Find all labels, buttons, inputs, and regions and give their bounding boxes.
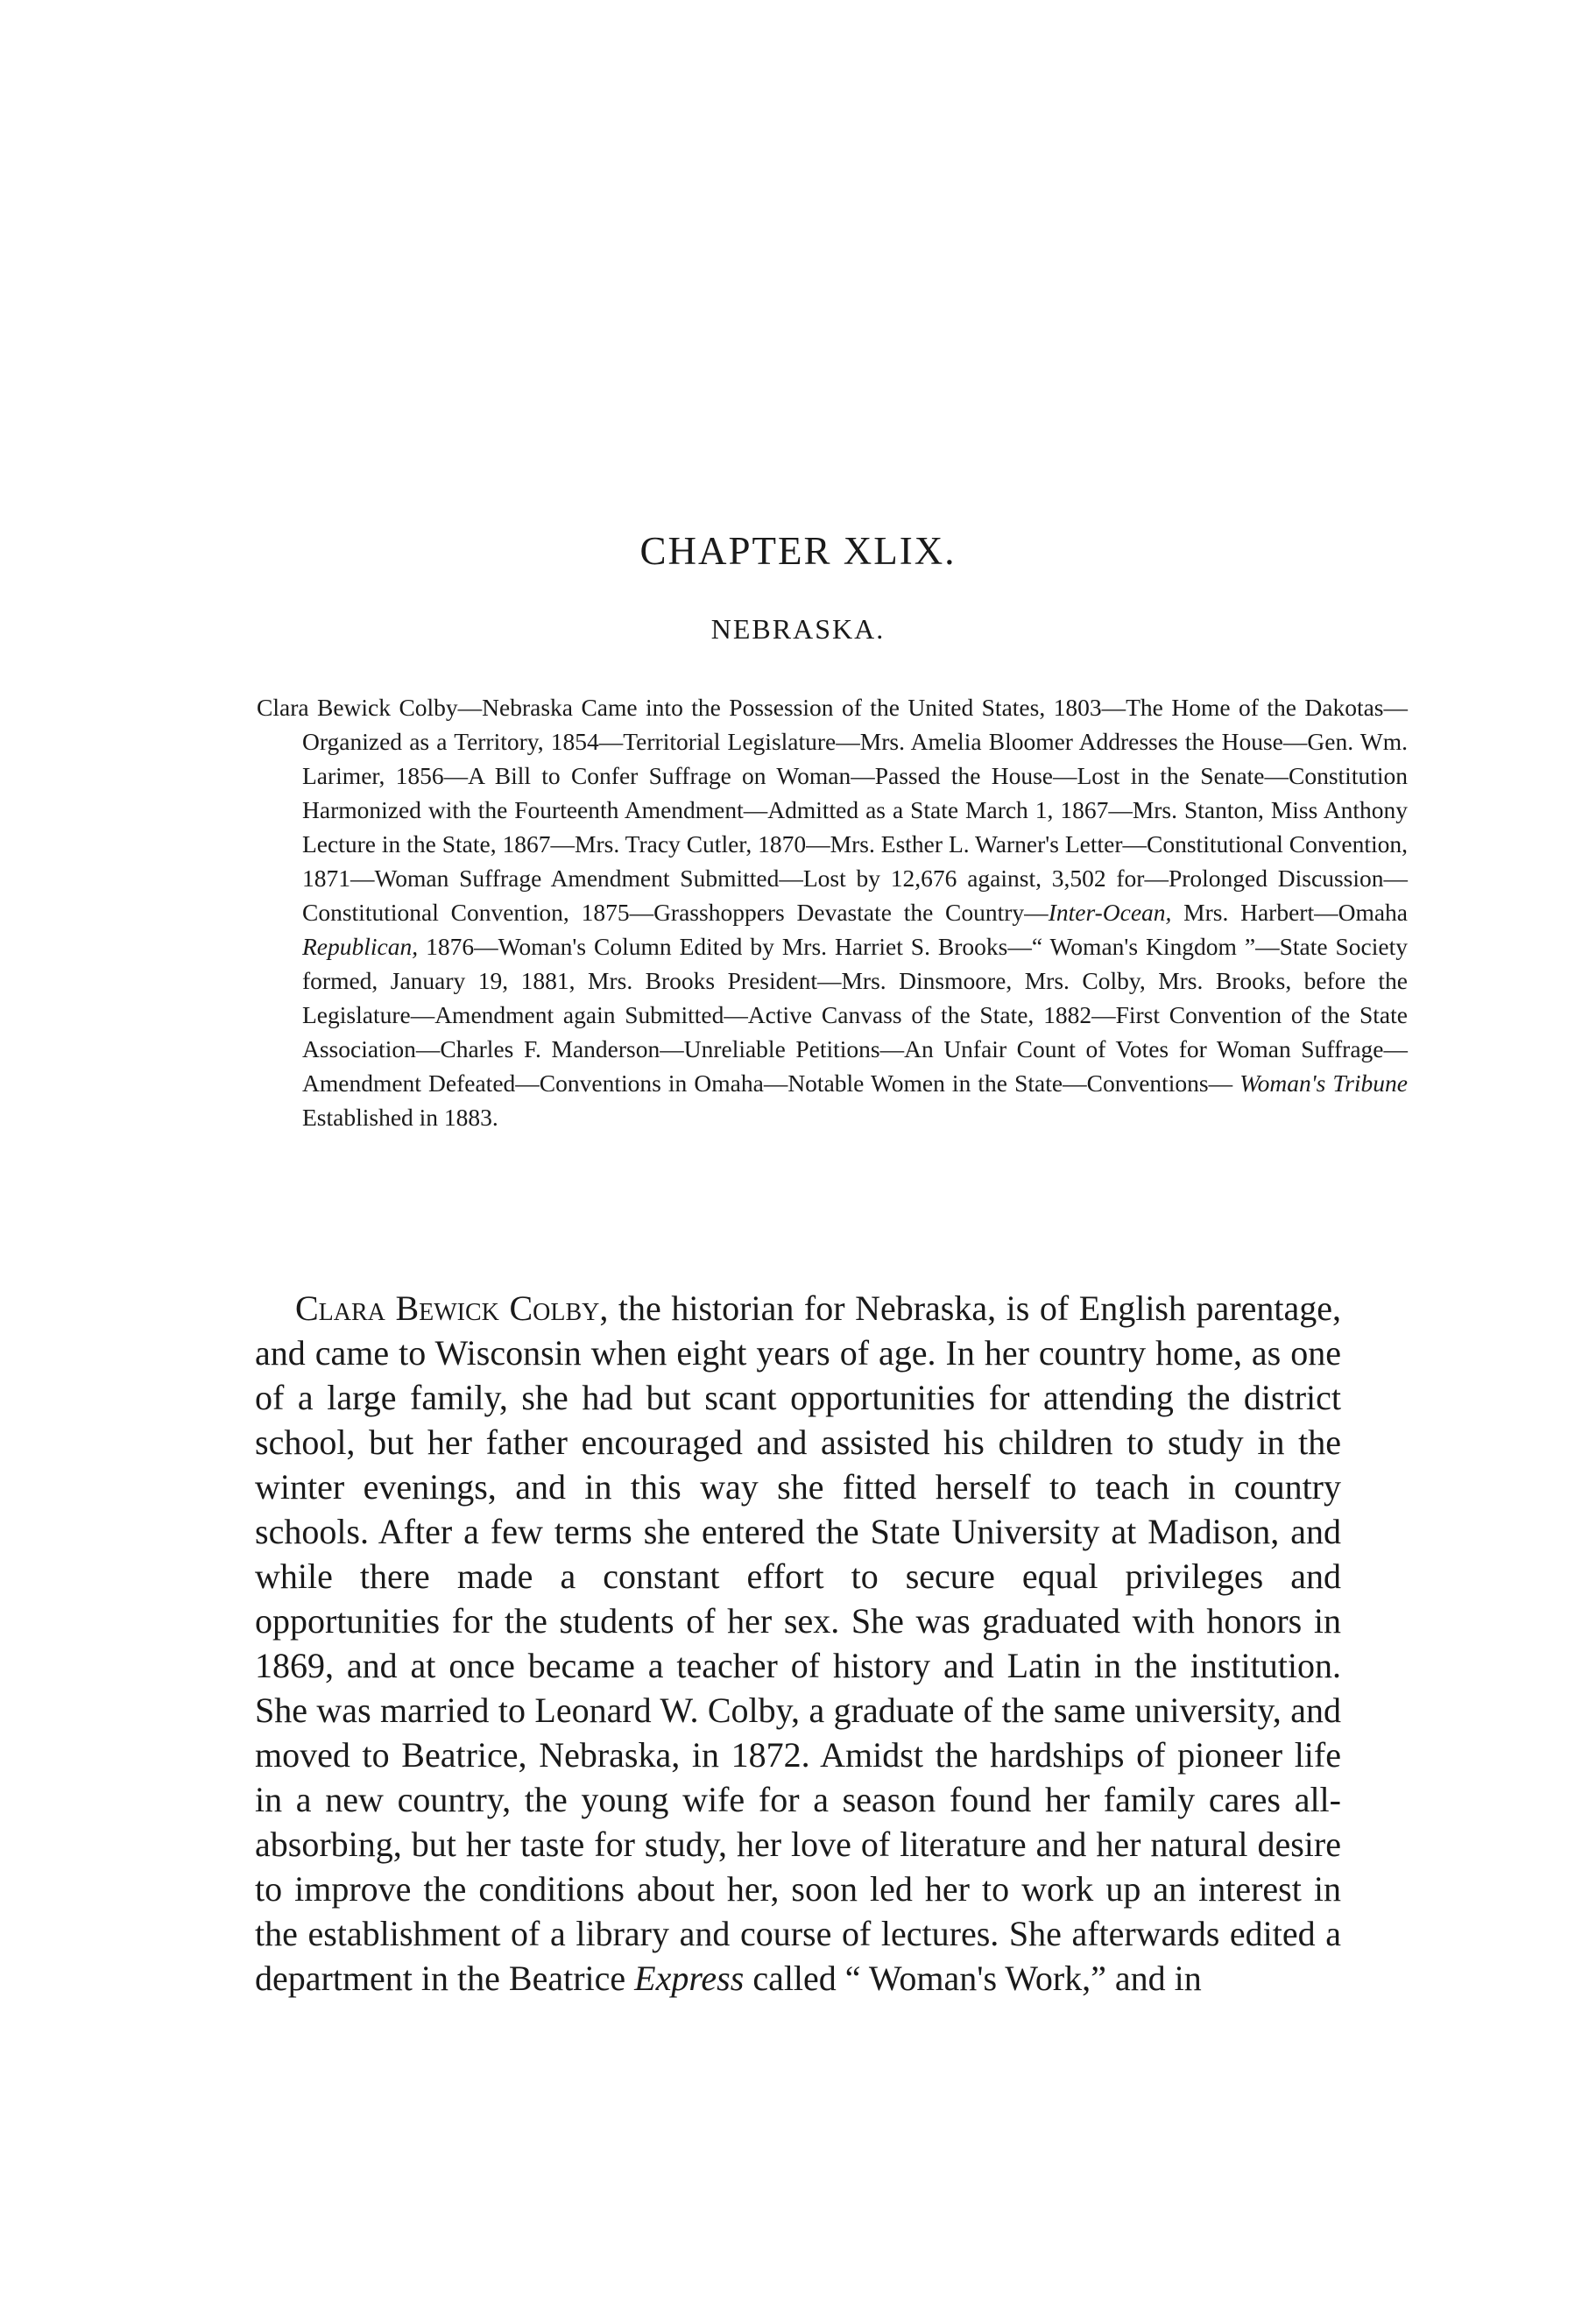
body-text: called “ Woman's Work,” and in — [744, 1959, 1202, 1998]
chapter-heading: CHAPTER XLIX. — [639, 529, 957, 573]
body-italic-express: Express — [634, 1959, 745, 1998]
body-text: the historian for Nebraska, is of English parentage, and came to Wisconsin when eight years of age. In her country home, as one of a large family, she had but scant opportunities for attending the district school, but her father encouraged and assisted his children to study in the winter evenings, and in this way she fitted herself to teach in country schools. After a few terms she entered the State University at Madison, and while there made a constant effort to secure equal privileges and opportunities for the students of her sex. She was graduated with honors in 1869, and at once became a teacher of history and Latin in the institution. She was married to Leonard W. Colby, a graduate of the same university, and moved to Beatrice, Nebraska, in 1872. Amidst the hardships of pioneer life in a new country, the young wife for a season found her family cares all-absorbing, but her taste for study, her love of literature and her natural desire to improve the conditions about her, soon led her to work up an interest in the establishment of a library and course of lectures. She afterwards edited a department in the Beatrice — [255, 1288, 1342, 1998]
lead-name-smallcaps: Clara Bewick Colby, — [295, 1288, 609, 1328]
synopsis-text: Established in 1883. — [302, 1104, 498, 1131]
synopsis-text: 1876—Woman's Column Edited by Mrs. Harriet S. Brooks—“ Woman's Kingdom ”—State Society formed, January 19, 1881, Mrs. Brooks President—Mrs. Dinsmoore, Mrs. Colby, Mrs. Brooks, before the Legislature—Amendment again Submitted—Active Canvass of the State, 1882—First Convention of the State Association—Charles F. Manderson—Unreliable Petitions—An Unfair Count of Votes for Woman Suffrage—Amendment Defeated—Conventions in Omaha—Notable Women in the State—Conventions— — [302, 933, 1408, 1097]
synopsis-italic-womans-tribune: Woman's Tribune — [1239, 1069, 1408, 1097]
synopsis-text: Mrs. Harbert—Omaha — [1171, 899, 1408, 926]
body-paragraph — [255, 1286, 1341, 2001]
synopsis-text: Clara Bewick Colby—Nebraska Came into the Possession of the United States, 1803—The Home of the Dakotas—Organized as a Territory, 1854—Territorial Legislature—Mrs. Amelia Bloomer Addresses the House—Gen. Wm. Larimer, 1856—A Bill to Confer Suffrage on Woman—Passed the House—Lost in the Senate—Constitution Harmonized with the Fourteenth Amendment—Admitted as a State March 1, 1867—Mrs. Stanton, Miss Anthony Lecture in the State, 1867—Mrs. Tracy Cutler, 1870—Mrs. Esther L. Warner's Letter—Constitutional Convention, 1871—Woman Suffrage Amendment Submitted—Lost by 12,676 against, 3,502 for—Prolonged Discussion—Constitutional Convention, 1875—Grasshoppers Devastate the Country— — [257, 694, 1408, 926]
synopsis-italic-inter-ocean: Inter-Ocean, — [1048, 899, 1172, 926]
chapter-synopsis — [257, 690, 1408, 1134]
synopsis-italic-republican: Republican, — [302, 933, 419, 960]
chapter-subject-heading: NEBRASKA. — [710, 613, 886, 645]
